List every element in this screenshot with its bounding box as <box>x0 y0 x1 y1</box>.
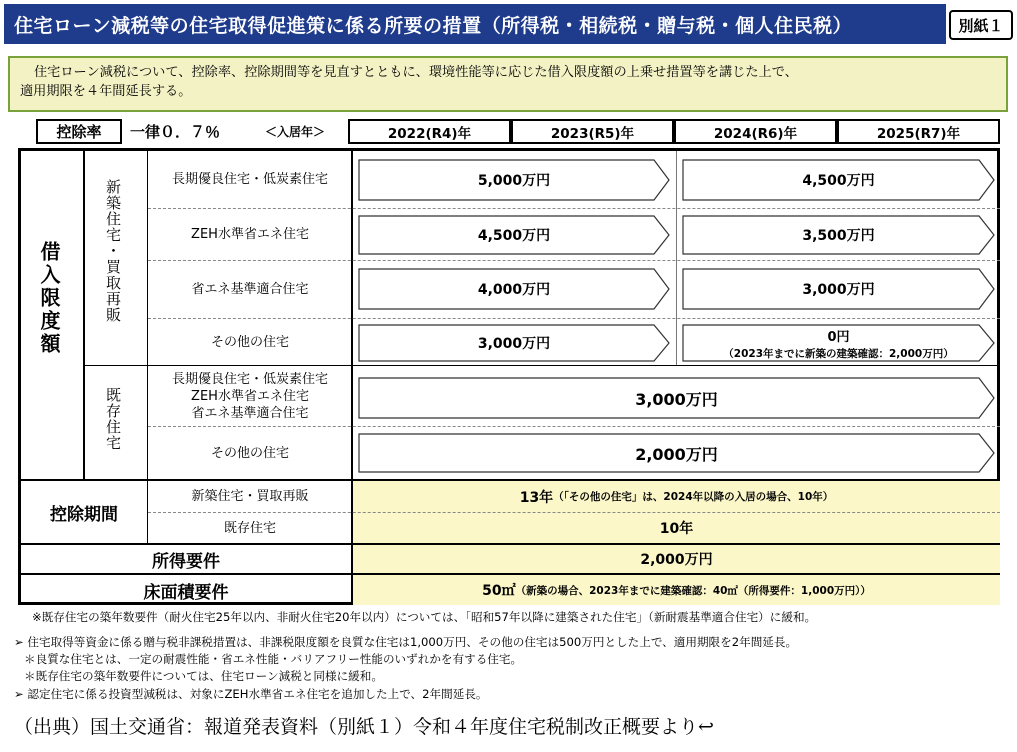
row-label-long-term-quality: 長期優良住宅・低炭素住宅 <box>171 172 328 187</box>
floor-area-main: 50㎡ <box>482 583 516 599</box>
limit-arrow <box>358 215 670 255</box>
limit-note: （2023年までに新築の建築確認：2,000万円） <box>723 347 954 360</box>
floor-area-label: 床面積要件 <box>143 582 229 603</box>
period-value-existing: 10年 <box>659 521 694 537</box>
period-years: 13年 <box>519 489 554 506</box>
tax-measure-table <box>18 148 1000 605</box>
limit-arrow <box>682 324 995 362</box>
limit-arrow <box>358 377 995 419</box>
summary-box <box>8 56 1008 112</box>
limit-arrow <box>682 215 995 255</box>
row-label-line: 長期優良住宅・低炭素住宅 <box>171 371 328 387</box>
period-row-label-existing: 既存住宅 <box>223 520 276 536</box>
row-label-energy-standard: 省エネ基準適合住宅 <box>191 282 309 297</box>
floor-area-note: （新築の場合、2023年までに建築確認：40㎡（所得要件：1,000万円）） <box>515 584 871 597</box>
note-gift-tax: ➢ 住宅取得等資金に係る贈与税非課税措置は、非課税限度額を良質な住宅は1,000万円、その他の住宅は500万円とした上で、適用期限を2年間延長。 <box>14 635 798 649</box>
limit-arrow <box>358 324 670 362</box>
divider <box>147 151 148 543</box>
row-label-zeh: ZEH水準省エネ住宅 <box>191 227 309 242</box>
income-requirement-value: 2,000万円 <box>640 552 713 568</box>
rate-value: 一律０．７％ <box>130 123 221 141</box>
limit-value: 3,000万円 <box>635 389 718 409</box>
limit-arrow <box>682 159 995 201</box>
row-label-other-existing: その他の住宅 <box>210 445 289 461</box>
period-row-label-new: 新築住宅・買取再販 <box>191 489 309 504</box>
limit-value: 4,500万円 <box>477 228 551 244</box>
limit-value: 4,500万円 <box>802 173 875 189</box>
period-note: （「その他の住宅」は、2024年以降の入居の場合、10年） <box>553 491 834 503</box>
existing-housing-group-label: 既存住宅 <box>104 387 122 451</box>
limit-value: 3,000万円 <box>802 282 875 298</box>
note-existing-age: ※既存住宅の築年数要件（耐火住宅25年以内、非耐火住宅20年以内）については、「昭和57年以降に建築された住宅」（新耐震基準適合住宅）に緩和。 <box>32 610 817 624</box>
period-label: 控除期間 <box>50 504 118 525</box>
year-header-2022: 2022(R4)年 <box>348 119 511 144</box>
divider <box>83 151 85 479</box>
row-label-existing-quality <box>149 366 351 426</box>
note-existing-relaxed: ＊既存住宅の築年数要件については、住宅ローン減税と同様に緩和。 <box>24 669 383 683</box>
note-investment-tax: ➢ 認定住宅に係る投資型減税は、対象にZEH水準省エネ住宅を追加した上で、2年間延長。 <box>14 687 488 701</box>
floor-area-value <box>353 575 1000 605</box>
year-header-2025: 2025(R7)年 <box>837 119 1000 144</box>
limit-arrow <box>358 268 670 310</box>
income-requirement-label: 所得要件 <box>152 551 220 572</box>
limit-value: 3,000万円 <box>477 336 551 352</box>
page-title: 住宅ローン減税等の住宅取得促進策に係る所要の措置（所得税・相続税・贈与税・個人住民税） <box>4 4 946 44</box>
appendix-badge: 別紙１ <box>949 10 1013 40</box>
source-citation: （出典）国土交通省：報道発表資料（別紙１）令和４年度住宅税制改正概要より↩ <box>14 716 714 738</box>
period-value-new <box>353 481 1000 512</box>
divider <box>676 151 677 365</box>
limit-arrow <box>358 433 995 473</box>
limit-value: 5,000万円 <box>477 173 551 189</box>
limit-arrow <box>358 159 670 201</box>
summary-line-1: 住宅ローン減税について、控除率、控除期間等を見直すとともに、環境性能等に応じた借入限度額の上乗せ措置等を講じた上で、 <box>34 65 798 80</box>
limit-value-block <box>682 324 995 362</box>
limit-value: 0円 <box>827 329 850 345</box>
rate-label: 控除率 <box>36 119 122 144</box>
row-label-line: 省エネ基準適合住宅 <box>191 405 309 421</box>
row-label-line: ZEH水準省エネ住宅 <box>191 388 309 404</box>
move-in-year-label: ＜入居年＞ <box>265 125 326 139</box>
row-label-other-new: その他の住宅 <box>210 334 289 350</box>
limit-value: 3,500万円 <box>802 228 875 244</box>
year-header-2023: 2023(R5)年 <box>511 119 674 144</box>
limit-value: 2,000万円 <box>635 444 718 464</box>
summary-line-2: 適用期限を４年間延長する。 <box>20 84 192 99</box>
limit-value: 4,000万円 <box>477 282 551 298</box>
borrowing-limit-label: 借入限度額 <box>37 241 61 356</box>
new-housing-group-label: 新築住宅・買取再販 <box>104 179 122 323</box>
limit-arrow <box>682 268 995 310</box>
note-quality-housing: ＊良質な住宅とは、一定の耐震性能・省エネ性能・バリアフリー性能のいずれかを有する住宅。 <box>24 652 523 666</box>
year-header-2024: 2024(R6)年 <box>674 119 837 144</box>
